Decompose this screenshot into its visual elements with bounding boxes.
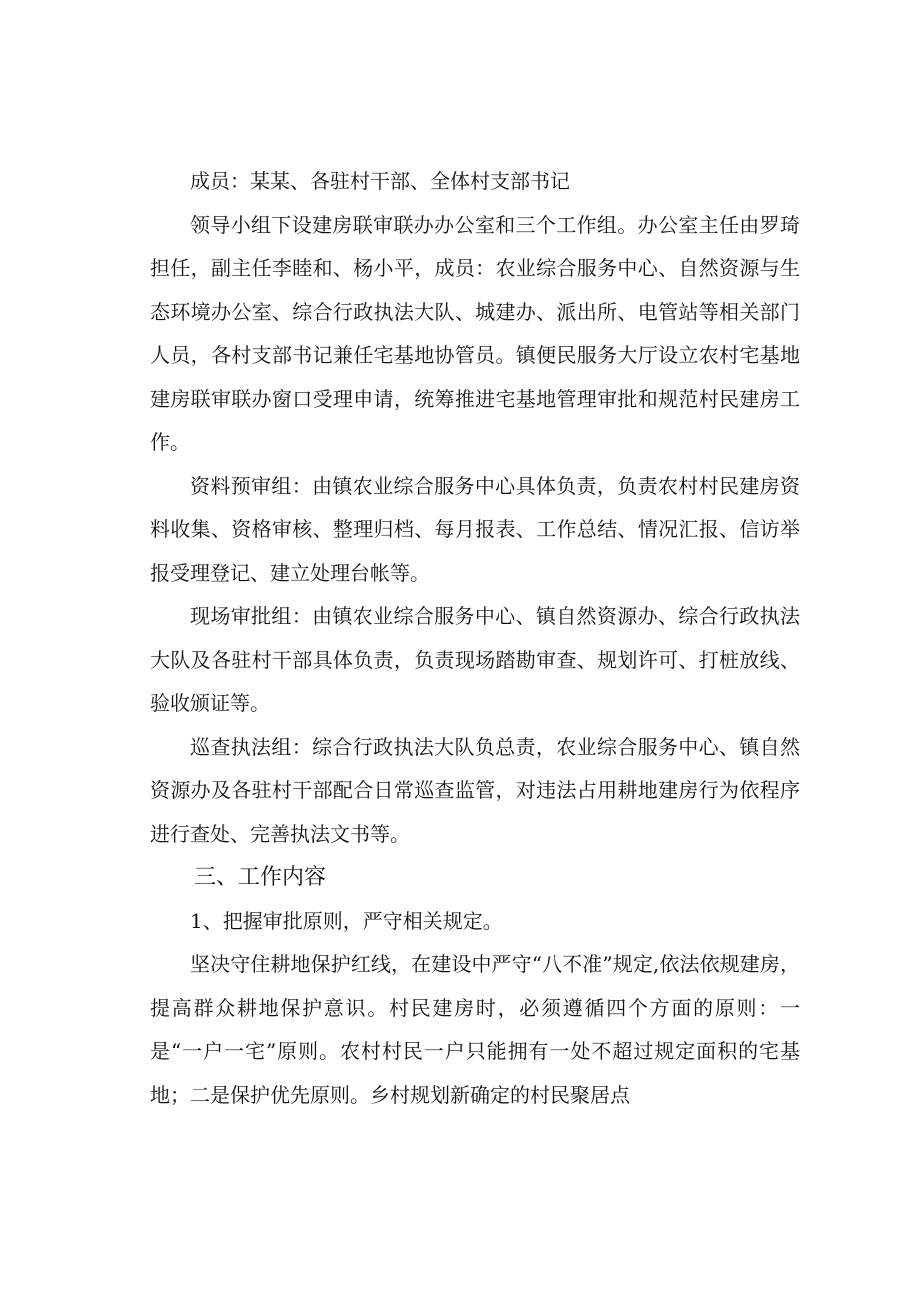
- onsite-group-paragraph: 现场审批组：由镇农业综合服务中心、镇自然资源办、综合行政执法大队及各驻村干部具体负责，负责现场踏勘审查、规划许可、打桩放线、验收颁证等。: [150, 604, 800, 715]
- members-paragraph: 成员：某某、各驻村干部、全体村支部书记: [190, 169, 570, 193]
- subsection-heading: 1、把握审批原则，严守相关规定。: [190, 908, 503, 933]
- document-body: [150, 160, 800, 1117]
- enforcement-group-paragraph: 巡查执法组：综合行政执法大队负总责，农业综合服务中心、镇自然资源办及各驻村干部配合日常巡查监管，对违法占用耕地建房行为依程序进行查处、完善执法文书等。: [150, 734, 800, 846]
- section-heading: 三、工作内容: [194, 865, 327, 890]
- review-group-paragraph: 资料预审组：由镇农业综合服务中心具体负责，负责农村村民建房资料收集、资格审核、整理归档、每月报表、工作总结、情况汇报、信访举报受理登记、建立处理台帐等。: [150, 473, 800, 585]
- office-paragraph: 领导小组下设建房联审联办办公室和三个工作组。办公室主任由罗琦担任，副主任李睦和、杨小平，成员：农业综合服务中心、自然资源与生态环境办公室、综合行政执法大队、城建办、派出所、电管站等相关部门人员，各村支部书记兼任宅基地协管员。镇便民服务大厅设立农村宅基地建房联审联办窗口受理申请，统筹推进宅基地管理审批和规范村民建房工作。: [150, 212, 800, 454]
- principles-paragraph: 坚决守住耕地保护红线，在建设中严守“八不准”规定,依法依规建房，提高群众耕地保护意识。村民建房时，必须遵循四个方面的原则：一是“一户一宅”原则。农村村民一户只能拥有一处不超过规定面积的宅基地；二是保护优先原则。乡村规划新确定的村民聚居点: [150, 952, 800, 1107]
